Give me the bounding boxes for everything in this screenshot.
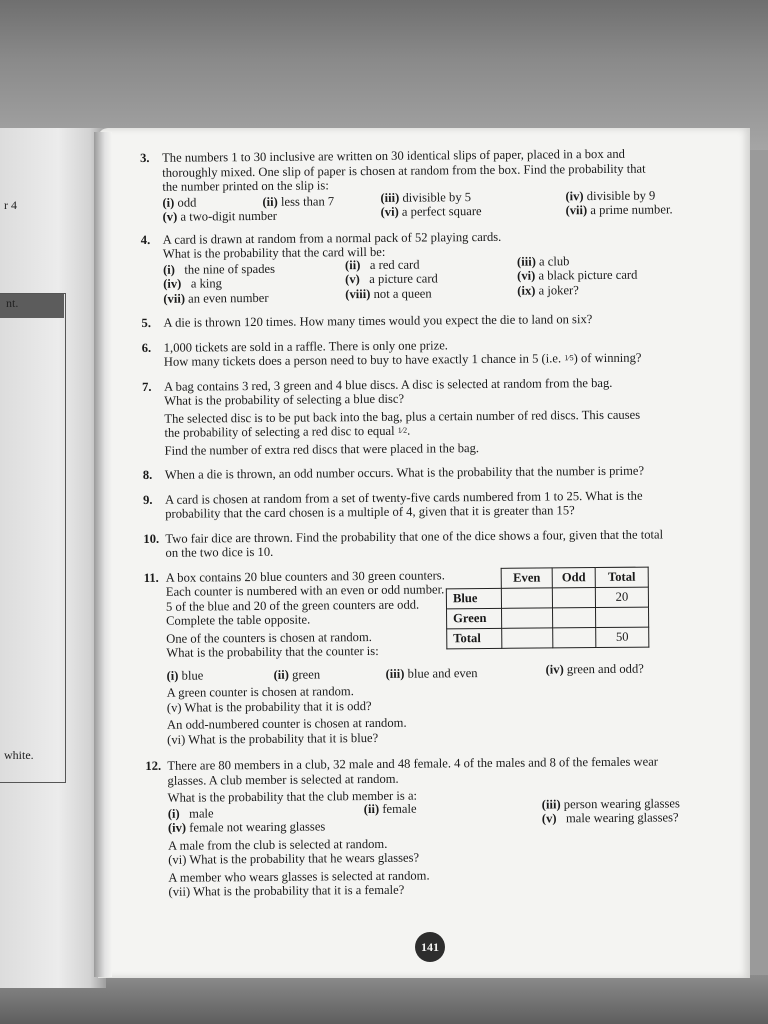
- option-grid: [167, 663, 720, 682]
- option: (vii) a prime number.: [565, 202, 673, 218]
- question-text: An odd-numbered counter is chosen at random.: [166, 715, 407, 732]
- question-text: Each counter is numbered with an even or odd number.: [165, 582, 445, 599]
- bottom-shadow: [0, 975, 768, 1024]
- left-page: [0, 128, 106, 988]
- question-9: [143, 487, 718, 521]
- question-text: probability that the card chosen is a multiple of 4, given that it is greater than 15?: [165, 503, 575, 521]
- table-cell: [595, 607, 648, 627]
- option: (ii) a red card: [344, 257, 420, 272]
- option: (i) the nine of spades: [162, 261, 276, 277]
- question-text: Two fair dice are thrown. Find the probability that one of the dice shows a four, given that the total: [165, 526, 664, 546]
- table-cell: [553, 627, 596, 647]
- question-text: A green counter is chosen at random.: [166, 684, 354, 700]
- option: (v) male wearing glasses?: [541, 810, 679, 826]
- table-header: Total: [595, 567, 648, 587]
- question-number: 11.: [143, 570, 159, 585]
- table-cell: [502, 627, 553, 647]
- question-number: 10.: [143, 531, 160, 546]
- option-grid: [162, 190, 715, 224]
- table-row-header: Green: [447, 608, 502, 628]
- question-number: 6.: [141, 340, 152, 355]
- question-text: the number printed on the slip is:: [162, 178, 329, 194]
- question-4: [141, 227, 717, 306]
- question-10: [143, 526, 718, 560]
- question-6: [142, 335, 717, 369]
- option: (v) a picture card: [345, 271, 438, 287]
- question-text: A bag contains 3 red, 3 green and 4 blue discs. A disc is selected at random from the bag.: [163, 375, 613, 394]
- option: (iii) divisible by 5: [380, 189, 472, 205]
- option: (viii) not a queen: [345, 285, 432, 301]
- question-11: [144, 565, 721, 747]
- page-number-badge: 141: [415, 932, 445, 962]
- question-text: The numbers 1 to 30 inclusive are written on 30 identical slips of paper, placed in a box and: [161, 146, 625, 165]
- question-text: 1,000 tickets are sold in a raffle. There is only one prize.: [163, 337, 448, 355]
- left-page-text-1: r 4: [4, 198, 17, 212]
- question-12: [145, 754, 721, 900]
- question-text: (vi) What is the probability that he wears glasses?: [168, 850, 420, 867]
- fraction: 1⁄5: [564, 353, 574, 363]
- question-text: thoroughly mixed. One slip of paper is chosen at random from the box. Find the probability that: [162, 161, 646, 180]
- question-text: A box contains 20 blue counters and 30 green counters.: [165, 567, 445, 585]
- option: (vi) a perfect square: [380, 204, 482, 219]
- option: (ii) green: [273, 666, 321, 682]
- question-number: 5.: [141, 315, 152, 330]
- question-text: Complete the table opposite.: [166, 612, 311, 628]
- table-cell: [552, 587, 595, 607]
- table-cell: [501, 587, 552, 607]
- question-text: A male from the club is selected at random.: [167, 836, 388, 853]
- option: (v) a two-digit number: [162, 208, 278, 224]
- book-spine: [94, 132, 112, 977]
- option: (ii) less than 7: [262, 193, 335, 209]
- question-text: Find the number of extra red discs that were placed in the bag.: [164, 440, 480, 458]
- question-number: 3.: [140, 150, 150, 165]
- question-text: A card is drawn at random from a normal pack of 52 playing cards.: [162, 229, 502, 247]
- question-text: on the two dice is 10.: [165, 544, 274, 560]
- question-number: 4.: [140, 232, 151, 247]
- question-text: (v) What is the probability that it is odd?: [166, 698, 372, 715]
- left-margin-box: [0, 293, 66, 783]
- option-grid: [162, 253, 716, 306]
- left-page-text-3: white.: [4, 748, 34, 762]
- question-8: [143, 463, 718, 483]
- question-text: When a die is thrown, an odd number occurs. What is the probability that the number is prime?: [164, 463, 645, 482]
- question-text: There are 80 members in a club, 32 male and 48 female. 4 of the males and 8 of the females wear: [167, 754, 659, 773]
- counters-table: [446, 566, 650, 649]
- table-cell: [446, 568, 501, 588]
- option: (iii) blue and even: [385, 665, 478, 681]
- question-text: One of the counters is chosen at random.: [166, 629, 372, 646]
- fraction: 1⁄2: [397, 425, 408, 435]
- option: (iii) a club: [516, 253, 570, 269]
- option: (iv) female not wearing glasses: [167, 819, 326, 835]
- table-header-row: [446, 567, 648, 589]
- question-number: 7.: [141, 379, 152, 394]
- table-header: Even: [501, 567, 552, 587]
- table-row: [446, 587, 648, 609]
- option: (ix) a joker?: [517, 282, 579, 298]
- option: (i) odd: [162, 195, 197, 210]
- table-cell: 20: [595, 587, 648, 607]
- question-number: 9.: [142, 492, 153, 507]
- option: (iv) a king: [163, 276, 222, 291]
- table-row-header: Total: [447, 628, 502, 648]
- question-text: What is the probability of selecting a blue disc?: [164, 391, 405, 408]
- option: (i) male: [167, 805, 214, 821]
- question-text: glasses. A club member is selected at random.: [167, 771, 399, 788]
- question-text: (vi) What is the probability that it is blue?: [167, 730, 379, 747]
- question-text: What is the probability that the club member is a:: [167, 788, 418, 805]
- question-text: the probability of selecting a red disc to equal 1⁄2.: [164, 423, 411, 440]
- option: (iv) divisible by 9: [565, 188, 656, 203]
- table-cell: [552, 607, 595, 627]
- option: (ii) female: [363, 801, 417, 816]
- left-page-text-2: nt.: [6, 296, 19, 310]
- exercise-content: [140, 146, 722, 907]
- question-number: 8.: [142, 467, 153, 482]
- question-text: What is the probability that the counter is:: [166, 643, 379, 660]
- option: (vi) a black picture card: [517, 267, 638, 283]
- question-text: The selected disc is to be put back into the bag, plus a certain number of red discs. This causes: [164, 407, 641, 426]
- table-cell: 50: [596, 627, 649, 647]
- table-cell: [502, 607, 553, 627]
- table-row: [447, 627, 649, 649]
- option: (iii) person wearing glasses: [541, 795, 680, 812]
- table-header: Odd: [552, 567, 595, 587]
- question-text: A die is thrown 120 times. How many times would you expect the die to land on six?: [163, 312, 593, 330]
- question-text: A card is chosen at random from a set of twenty-five cards numbered from 1 to 25. What is the: [164, 488, 643, 507]
- question-text: How many tickets does a person need to buy to have exactly 1 chance in 5 (i.e. 1⁄5) of winning?: [163, 350, 642, 369]
- option: (iv) green and odd?: [545, 661, 644, 676]
- question-3: [140, 146, 716, 225]
- question-text: (vii) What is the probability that it is a female?: [168, 882, 405, 899]
- question-5: [141, 311, 716, 331]
- table-row: [447, 607, 649, 629]
- question-number: 12.: [145, 758, 162, 773]
- option: (i) blue: [166, 667, 204, 683]
- question-text: 5 of the blue and 20 of the green counters are odd.: [165, 597, 420, 614]
- question-text: What is the probability that the card will be:: [162, 244, 386, 261]
- question-7: [142, 374, 718, 458]
- table-row-header: Blue: [446, 588, 501, 608]
- question-text: A member who wears glasses is selected at random.: [168, 868, 430, 885]
- option: (vii) an even number: [163, 290, 269, 306]
